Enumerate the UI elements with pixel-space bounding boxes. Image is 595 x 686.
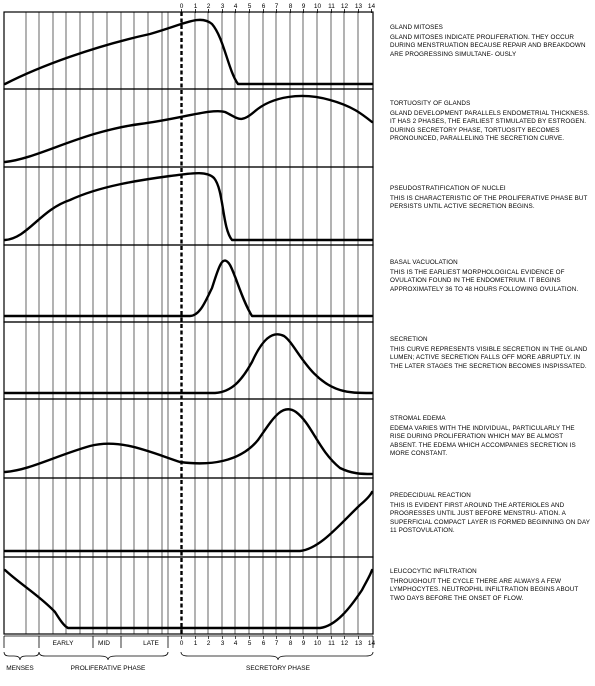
- bottom-tick-label: 12: [340, 640, 349, 647]
- panel-title: PREDECIDUAL REACTION: [390, 492, 471, 499]
- bottom-tick-label: 2: [206, 640, 211, 647]
- panel-description-tortuosity: [390, 100, 590, 144]
- panel-body: THIS IS CHARACTERISTIC OF THE PROLIFERATIVE PHASE BUT PERSISTS UNTIL ACTIVE SECRETION BEGINS.: [390, 194, 588, 211]
- panel-frame: [4, 322, 373, 399]
- bottom-tick-label: 3: [220, 640, 225, 647]
- panel-body: THROUGHOUT THE CYCLE THERE ARE ALWAYS A FEW LYMPHOCYTES. NEUTROPHIL INFILTRATION BEGINS ABOUT TWO DAYS BEFORE THE ONSET OF FLOW.: [390, 577, 579, 602]
- bottom-tick-label: 11: [328, 640, 335, 647]
- panel-body: THIS IS EVIDENT FIRST AROUND THE ARTERIOLES AND PROGRESSES UNTIL JUST BEFORE MENSTRU- ATION. A SUPERFICIAL COMPACT LAYER IS FORMED BEGINNING ON DAY 11 POSTOVULATION.: [390, 501, 590, 535]
- bottom-tick-label: 5: [247, 640, 252, 647]
- top-tick-label: 3: [220, 3, 225, 10]
- top-tick-label: 5: [247, 3, 252, 10]
- panel-frame: [4, 399, 373, 478]
- panel-title: STROMAL EDEMA: [390, 415, 446, 422]
- panel-title: LEUCOCYTIC INFILTRATION: [390, 568, 477, 575]
- phase-label-menses: MENSES: [6, 665, 34, 672]
- bottom-tick-label: 13: [354, 640, 363, 647]
- panel-frame: [4, 557, 373, 634]
- top-tick-label: 2: [206, 3, 211, 10]
- top-tick-label: 10: [313, 3, 322, 10]
- bottom-tick-label: 0: [179, 640, 184, 647]
- panel-title: GLAND MITOSES: [390, 24, 443, 31]
- panel-frame: [4, 89, 373, 167]
- panel-description-gland-mitoses: [390, 24, 590, 59]
- phase-label-mid: MID: [98, 640, 110, 647]
- top-tick-label: 7: [274, 3, 279, 10]
- top-tick-label: 1: [193, 3, 198, 10]
- panel-title: BASAL VACUOLATION: [390, 259, 458, 266]
- bottom-tick-label: 14: [367, 640, 376, 647]
- panel-description-predecidual: [390, 492, 590, 536]
- top-tick-label: 8: [288, 3, 293, 10]
- grid: [4, 9, 373, 660]
- bottom-tick-label: 1: [193, 640, 198, 647]
- bottom-tick-label: 6: [261, 640, 266, 647]
- panel-title: SECRETION: [390, 336, 428, 343]
- phase-label-proliferative: PROLIFERATIVE PHASE: [70, 665, 146, 672]
- panel-body: THIS IS THE EARLIEST MORPHOLOGICAL EVIDENCE OF OVULATION FOUND IN THE ENDOMETRIUM. IT BEGINS APPROXIMATELY 36 TO 48 HOURS FOLLOWING OVULATION.: [390, 268, 579, 293]
- panel-description-stromal-edema: [390, 415, 590, 459]
- panel-description-secretion: [390, 336, 590, 371]
- top-tick-label: 4: [233, 3, 238, 10]
- top-tick-label: 9: [301, 3, 306, 10]
- bottom-tick-label: 8: [288, 640, 293, 647]
- top-tick-label: 14: [367, 3, 376, 10]
- panel-body: THIS CURVE REPRESENTS VISIBLE SECRETION IN THE GLAND LUMEN; ACTIVE SECRETION FALLS OFF MORE ABRUPTLY. IN THE LATER STAGES THE SECRETION BECOMES INSPISSATED.: [390, 345, 588, 370]
- proliferative-brace: [39, 652, 168, 660]
- panel-title: PSEUDOSTRATIFICATION OF NUCLEI: [390, 185, 506, 192]
- bottom-tick-label: 4: [233, 640, 238, 647]
- top-tick-label: 12: [340, 3, 349, 10]
- top-tick-label: 0: [179, 3, 184, 10]
- panel-description-pseudostratification: [390, 185, 590, 212]
- phase-label-early: EARLY: [52, 640, 74, 647]
- panel-body: GLAND MITOSES INDICATE PROLIFERATION. THEY OCCUR DURING MENSTRUATION BECAUSE REPAIR AND BREAKDOWN ARE PROGRESSING SIMULTANE- OUSLY: [390, 33, 586, 58]
- panel-title: TORTUOSITY OF GLANDS: [390, 100, 471, 107]
- bottom-tick-label: 9: [301, 640, 306, 647]
- panel-frame: [4, 245, 373, 322]
- panel-description-leucocytic: [390, 568, 590, 603]
- panel-body: GLAND DEVELOPMENT PARALLELS ENDOMETRIAL THICKNESS. IT HAS 2 PHASES, THE EARLIEST STIMULATED BY ESTROGEN. DURING SECRETORY PHASE, TORTUOSITY BECOMES PRONOUNCED, PARALLELING THE SECRETION CURVE.: [390, 109, 590, 143]
- secretory-brace: [181, 652, 373, 660]
- panel-frame: [4, 167, 373, 245]
- axes: [6, 3, 375, 672]
- menses-brace: [4, 652, 39, 660]
- phase-label-secretory: SECRETORY PHASE: [246, 665, 310, 672]
- bottom-tick-label: 7: [274, 640, 279, 647]
- top-tick-label: 13: [354, 3, 363, 10]
- panel-body: EDEMA VARIES WITH THE INDIVIDUAL, PARTICULARLY THE RISE DURING PROLIFERATION WHICH MAY BE ALMOST ABSENT. THE EDEMA WHICH ACCOMPANIES SECRETION IS MORE CONSTANT.: [390, 424, 576, 458]
- top-tick-label: 11: [328, 3, 335, 10]
- bottom-tick-label: 10: [313, 640, 322, 647]
- panel-frame: [4, 12, 373, 89]
- panel-description-basal-vacuolation: [390, 259, 590, 294]
- phase-label-late: LATE: [143, 640, 159, 647]
- top-tick-label: 6: [261, 3, 266, 10]
